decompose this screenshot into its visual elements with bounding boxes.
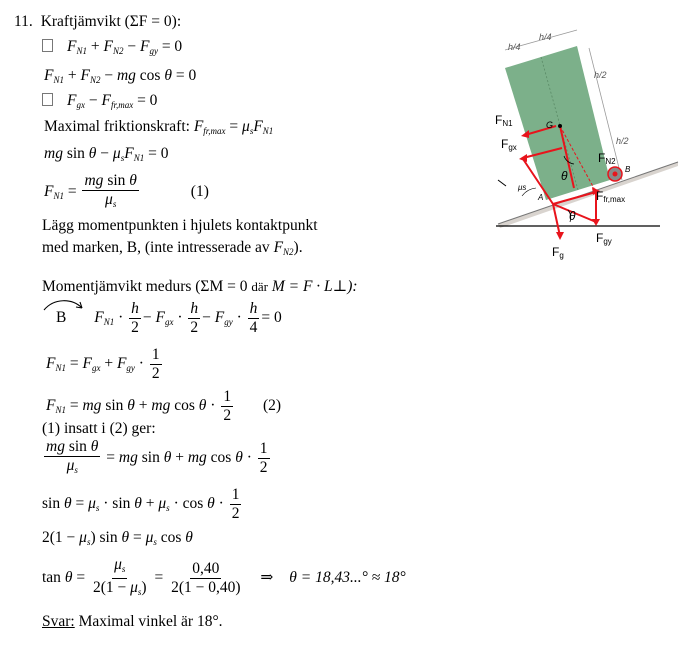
answer-label: Svar:: [42, 613, 75, 630]
equation-tan: tan θ = $\frac{\mu_s}{2(1 - \mu_s)}$ = $\frac{0,40}{2(1 - 0,40)}$ ⇒ θ = 18,43...° ≈ 18°: [42, 556, 406, 597]
equation-1: $F_{N1} + F_{N2} - F_{gy} = 0$: [42, 37, 182, 61]
label-g: G: [546, 120, 554, 130]
heading-condition: (ΣF = 0):: [124, 13, 182, 30]
label-fgy: Fgy: [596, 231, 612, 246]
answer: [42, 612, 223, 632]
equation-label-2: (2): [262, 397, 282, 415]
equation-two: $2(1 - \mu_s)$ $\sin \theta = \mu_s$ cos θ: [42, 529, 193, 547]
moment-dar: där: [251, 279, 268, 294]
moment-point-text-2: med marken, B, (inte intresserade av $F_{N2}$).: [42, 239, 303, 257]
label-h2-lower: h/2: [616, 136, 629, 146]
moment-equation: B $F_{N1}$ · $\frac{h}{2}$ − $F_{gx}$ · $\frac{h}{2}$ − $F_{gy}$ · $\frac{h}{4}$ = 0: [56, 300, 282, 336]
equation-fn1-friction: $F_{N1}$ = $\frac{\text{mg sin θ}}{\mu_s}$ (1): [44, 172, 209, 209]
moment-heading-text: Momentjämvikt medurs: [42, 278, 192, 295]
label-fg: Fg: [552, 245, 564, 260]
equation-combined: $\frac{\text{mg sin θ}}{\mu_s}$ = mg sin θ + mg cos θ · $\frac{1}{2}$: [46, 438, 268, 476]
label-theta-base: θ: [569, 209, 576, 223]
moment-definition: M = F · L⊥):: [271, 278, 358, 295]
insatt-text: (1) insatt i (2) ger:: [42, 420, 156, 437]
incline-diagram: [488, 28, 680, 268]
moment-point-b: B: [56, 309, 67, 327]
label-ffr-max: Ffr,max: [596, 189, 626, 204]
equation-3: $F_{gx} - F_{fr,max} = 0$: [42, 91, 157, 115]
missing-glyph-box: [42, 39, 53, 52]
force-arrow-fg: [553, 204, 560, 236]
equation-4: mg $\sin \theta - \mu_sF_{N1} = 0$: [44, 145, 169, 163]
wheel-hub: [613, 172, 618, 177]
moment-point-text-1: Lägg momentpunkten i hjulets kontaktpunkt: [42, 217, 318, 234]
equation-label-1: (1): [190, 183, 209, 201]
equation-fn1-moment: $F_{N1} = F_{gx} + F_{gy}$ · $\frac{1}{2}$: [46, 346, 160, 382]
label-b: B: [625, 165, 631, 174]
problem-number: 11.: [14, 13, 33, 30]
label-theta-inner: θ: [561, 169, 568, 183]
side-tick: [498, 180, 506, 186]
label-h4-left: h/4: [508, 42, 521, 52]
label-h4-top: h/4: [539, 32, 552, 42]
moment-heading: [42, 277, 358, 297]
label-mu-s: μs: [518, 183, 527, 192]
arrowhead-fgy: [592, 219, 600, 226]
equation-sin: $\sin \theta = \mu_s \cdot \sin \theta + \mu_s \cdot \cos \theta$ · $\frac{1}{2}$: [42, 486, 240, 522]
label-h2-right: h/2: [594, 70, 607, 80]
max-friction-label: Maximal friktionskraft:: [44, 118, 190, 135]
equation-2: $F_{N1} + F_{N2}$ − mg cos θ = 0: [44, 67, 197, 85]
equation-fn1-mg: $F_{N1}$ = mg sin θ + mg cos θ · $\frac{1}{2}$ (2): [46, 388, 282, 424]
arrowhead-fg: [556, 232, 564, 240]
max-friction-line: Maximal friktionskraft: $F_{fr,max} = \mu_sF_{N1}$: [44, 118, 274, 136]
missing-glyph-box: [42, 93, 53, 106]
label-fgx: Fgx: [501, 137, 517, 152]
answer-text: Maximal vinkel är 18°.: [78, 613, 223, 630]
heading-title: Kraftjämvikt: [40, 13, 121, 30]
label-fn2: FN2: [598, 151, 616, 166]
label-a: A: [538, 193, 544, 202]
center-of-mass: [558, 124, 562, 128]
problem-heading: [14, 12, 181, 32]
implies-arrow: ⇒: [260, 569, 274, 587]
moment-condition: (ΣM = 0: [195, 278, 248, 295]
label-fn1: FN1: [495, 113, 513, 128]
result-value: θ = 18,43...° ≈ 18°: [289, 569, 406, 587]
